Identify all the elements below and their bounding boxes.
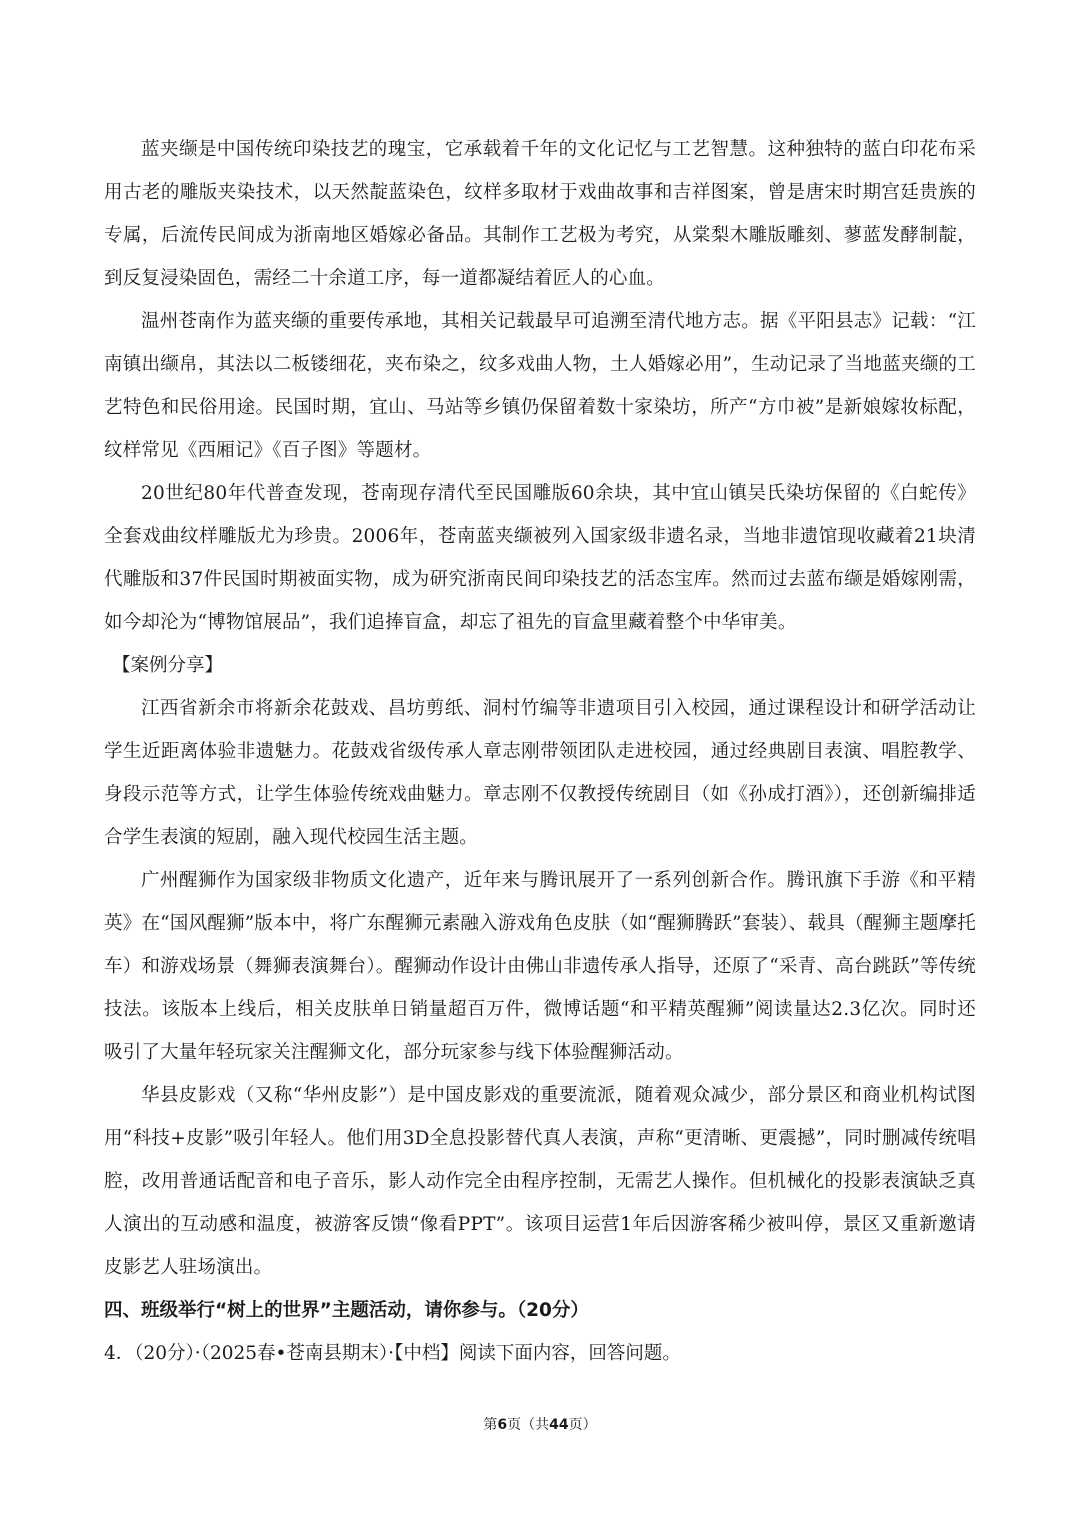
- paragraph-records: 温州苍南作为蓝夹缬的重要传承地，其相关记载最早可追溯至清代地方志。据《平阳县志》记载：“江南镇出缬帛，其法以二板镂细花，夹布染之，纹多戏曲人物，土人婚嫁必用”，生动记录了当地蓝夹缬的工艺特色和民俗用途。民国时期，宜山、马站等乡镇仍保留着数十家染坊，所产“方巾被”是新娘嫁妆标配，纹样常见《西厢记》《百子图》等题材。: [104, 311, 976, 461]
- case-share-tag: 【案例分享】: [112, 655, 224, 676]
- section-heading: 四、班级举行“树上的世界”主题活动，请你参与。（20分）: [104, 1300, 589, 1321]
- page-footer: [0, 1415, 1080, 1435]
- case-paragraph-huaxian: 华县皮影戏（又称“华州皮影”）是中国皮影戏的重要流派，随着观众减少，部分景区和商业机构试图用“科技+皮影”吸引年轻人。他们用3D全息投影替代真人表演，声称“更清晰、更震撼”，同时删减传统唱腔，改用普通话配音和电子音乐，影人动作完全由程序控制，无需艺人操作。但机械化的投影表演缺乏真人演出的互动感和温度，被游客反馈“像看PPT”。该项目运营1年后因游客稀少被叫停，景区又重新邀请皮影艺人驻场演出。: [104, 1085, 976, 1278]
- case-paragraph-jiangxi: 江西省新余市将新余花鼓戏、昌坊剪纸、洞村竹编等非遗项目引入校园，通过课程设计和研学活动让学生近距离体验非遗魅力。花鼓戏省级传承人章志刚带领团队走进校园，通过经典剧目表演、唱腔教学、身段示范等方式，让学生体验传统戏曲魅力。章志刚不仅教授传统剧目（如《孙成打酒》），还创新编排适合学生表演的短剧，融入现代校园生活主题。: [104, 698, 976, 848]
- footer-suffix: 页）: [568, 1417, 597, 1433]
- paragraph-survey: 20世纪80年代普查发现，苍南现存清代至民国雕版60余块，其中宜山镇吴氏染坊保留的《白蛇传》全套戏曲纹样雕版尤为珍贵。2006年，苍南蓝夹缬被列入国家级非遗名录，当地非遗馆现收藏着21块清代雕版和37件民国时期被面实物，成为研究浙南民间印染技艺的活态宝库。然而过去蓝布缬是婚嫁刚需，如今却沦为“博物馆展品”，我们追捧盲盒，却忘了祖先的盲盒里藏着整个中华审美。: [104, 483, 976, 633]
- case-paragraph-guangzhou: 广州醒狮作为国家级非物质文化遗产，近年来与腾讯展开了一系列创新合作。腾讯旗下手游《和平精英》在“国风醒狮”版本中，将广东醒狮元素融入游戏角色皮肤（如“醒狮腾跃”套装）、载具（醒狮主题摩托车）和游戏场景（舞狮表演舞台）。醒狮动作设计由佛山非遗传承人指导，还原了“采青、高台跳跃”等传统技法。该版本上线后，相关皮肤单日销量超百万件，微博话题“和平精英醒狮”阅读量达2.3亿次。同时还吸引了大量年轻玩家关注醒狮文化，部分玩家参与线下体验醒狮活动。: [104, 870, 976, 1063]
- footer-prefix: 第: [483, 1417, 498, 1433]
- question-line: 4．（20分）·（2025春•苍南县期末）·【中档】阅读下面内容，回答问题。: [104, 1343, 681, 1364]
- document-page: [104, 128, 976, 1375]
- footer-total-pages: 44: [549, 1417, 569, 1433]
- footer-page-number: 6: [497, 1417, 508, 1433]
- paragraph-intro: 蓝夹缬是中国传统印染技艺的瑰宝，它承载着千年的文化记忆与工艺智慧。这种独特的蓝白印花布采用古老的雕版夹染技术，以天然靛蓝染色，纹样多取材于戏曲故事和吉祥图案，曾是唐宋时期宫廷贵族的专属，后流传民间成为浙南地区婚嫁必备品。其制作工艺极为考究，从棠梨木雕版雕刻、蓼蓝发酵制靛，到反复浸染固色，需经二十余道工序，每一道都凝结着匠人的心血。: [104, 139, 976, 289]
- footer-middle: 页（共: [507, 1417, 550, 1433]
